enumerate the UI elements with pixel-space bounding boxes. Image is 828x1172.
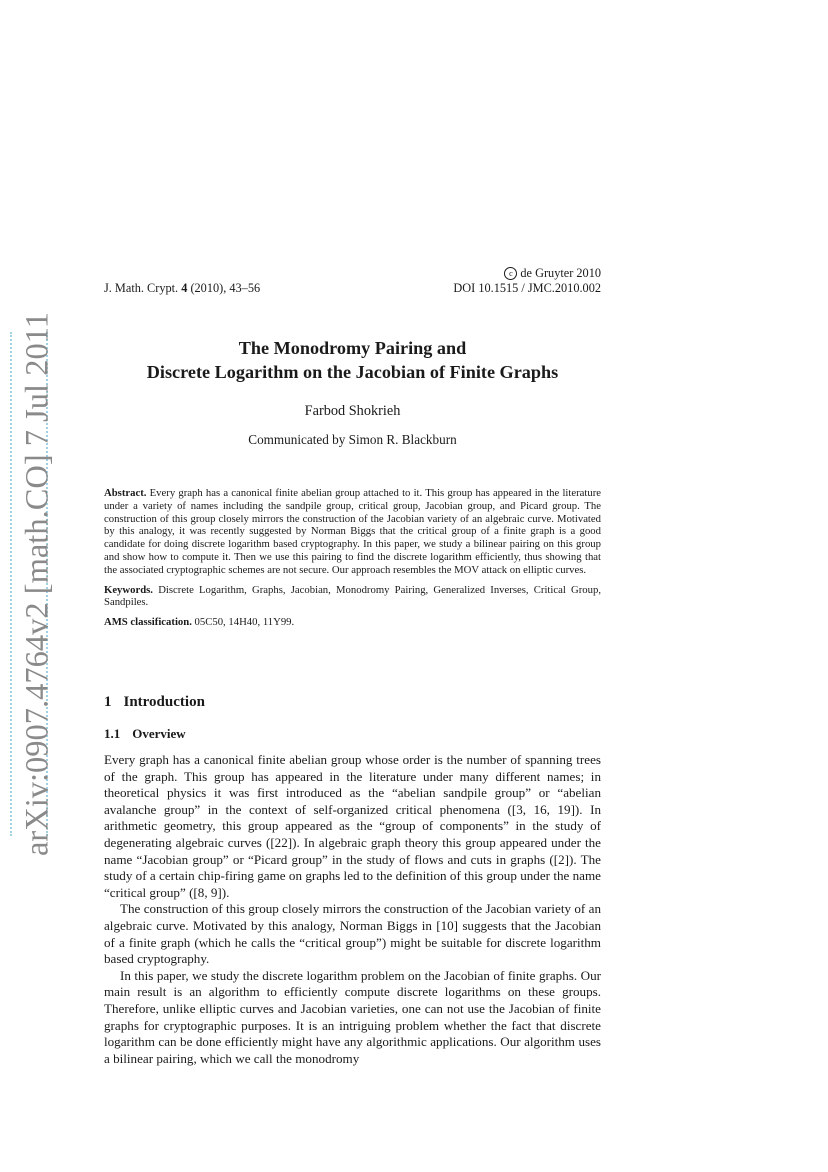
- section-number: 1: [104, 694, 112, 710]
- body-paragraph-1: Every graph has a canonical finite abelian group whose order is the number of spanning trees of the graph. This group has appeared in the literature under many different names; in theoretical physics it was first introduced as the “abelian sandpile group” or “abelian avalanche group” in the context of self-organized critical phenomena ([3, 16, 19]). In arithmetic geometry, this group appeared as the “group of components” in the study of degenerating algebraic curves ([22]). In algebraic graph theory this group appeared under the name “Jacobian group” or “Picard group” in the study of flows and cuts in graphs ([2]). The study of a certain chip-firing game on graphs led to the definition of this group under the name “critical group” ([8, 9]).: [104, 752, 601, 900]
- keywords-label: Keywords.: [104, 583, 153, 596]
- subsection-heading: [104, 726, 186, 742]
- journal-volume: 4: [181, 281, 188, 295]
- arxiv-stamp-text: arXiv:0907.4764v2 [math.CO] 7 Jul 2011: [19, 311, 56, 857]
- body-paragraph-3: In this paper, we study the discrete logarithm problem on the Jacobian of finite graphs. Our main result is an algorithm to efficiently compute discrete logarithms on these groups. Therefore, unlike elliptic curves and Jacobian varieties, one can not use the Jacobian of finite graphs for cryptographic purposes. It is an intriguing problem whether the fact that discrete logarithm can be done efficiently might have any algorithmic applications. Our algorithm uses a bilinear pairing, which we call the monodromy: [104, 967, 601, 1066]
- copyright-holder: de Gruyter 2010: [520, 266, 601, 280]
- doi: DOI 10.1515 / JMC.2010.002: [453, 281, 601, 295]
- author: Farbod Shokrieh: [304, 403, 401, 419]
- title-line-2: Discrete Logarithm on the Jacobian of Finite Graphs: [146, 362, 559, 382]
- body-paragraph-2: The construction of this group closely mirrors the construction of the Jacobian variety of an algebraic curve. Motivated by this analogy, Norman Biggs in [10] suggests that the Jacobian of a finite graph (which he calls the “critical group”) might be suitable for discrete logarithm based cryptography.: [104, 901, 601, 967]
- abstract-paragraph: [104, 487, 601, 577]
- section-title: Introduction: [123, 694, 205, 710]
- paper-title: [104, 336, 601, 384]
- journal-pages: (2010), 43–56: [190, 281, 261, 295]
- arxiv-stamp: [18, 311, 58, 857]
- journal-name: J. Math. Crypt.: [104, 281, 179, 295]
- keywords-paragraph: [104, 584, 601, 610]
- title-line-1: The Monodromy Pairing and: [238, 338, 467, 358]
- keywords-text: Discrete Logarithm, Graphs, Jacobian, Monodromy Pairing, Generalized Inverses, Critical Group, Sandpiles.: [104, 583, 601, 609]
- ams-label: AMS classification.: [104, 616, 192, 629]
- abstract-text: Every graph has a canonical finite abelian group attached to it. This group has appeared in the literature under a variety of names including the sandpile group, critical group, Jacobian group, and Picard group. The construction of this group closely mirrors the construction of the Jacobian variety of an algebraic curve. Motivated by this analogy, it was recently suggested by Norman Biggs that the critical group of a finite graph is a good candidate for doing discrete logarithm based cryptography. In this paper, we study a bilinear pairing on this group and show how to compute it. Then we use this pairing to find the discrete logarithm efficiently, thus showing that the associated cryptographic schemes are not secure. Our approach resembles the MOV attack on elliptic curves.: [104, 487, 602, 576]
- header-left: [104, 281, 260, 296]
- copyright-line: [453, 266, 601, 281]
- ams-paragraph: [104, 616, 601, 629]
- section-heading: [104, 694, 205, 711]
- abstract-label: Abstract.: [104, 487, 147, 499]
- header-right: [453, 266, 601, 296]
- copyright-icon: c: [504, 267, 517, 280]
- body-text: [104, 752, 601, 1067]
- subsection-title: Overview: [132, 726, 186, 741]
- communicated-by: Communicated by Simon R. Blackburn: [248, 432, 457, 447]
- ams-text: 05C50, 14H40, 11Y99.: [194, 616, 295, 629]
- abstract: [104, 487, 601, 636]
- subsection-number: 1.1: [104, 726, 121, 741]
